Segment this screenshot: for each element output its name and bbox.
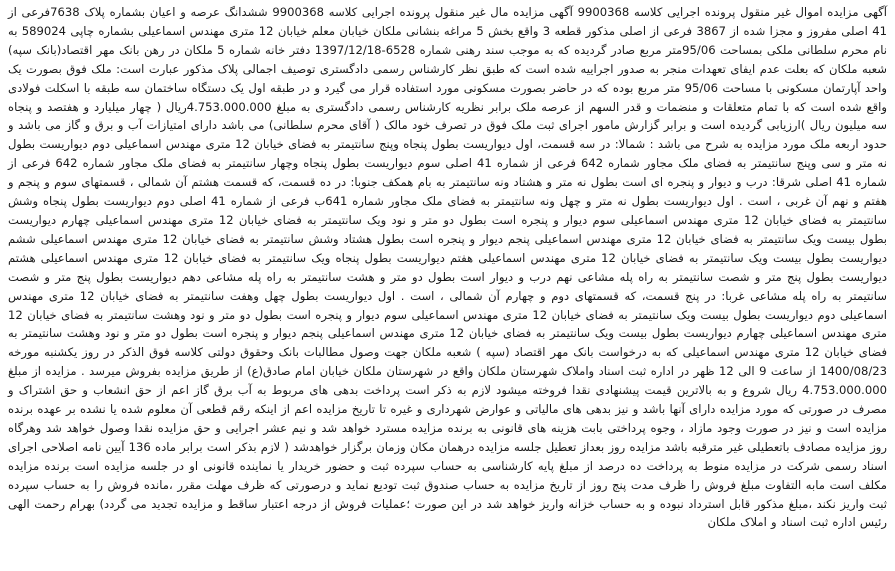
notice-body: آگهی مزایده اموال غیر منقول پرونده اجرایی کلاسه 9900368 آگهی مزایده مال غیر منقول پرونده اجرایی کلاسه 9900368 ششدانگ عرصه و اعیان بشماره پلاک 7638فرعی از 41 اصلی مفروز و مجزا شده از 3867 فرعی از اصلی مذکور قطعه 3 واقع بخش 5 مراغه بنشانی ملکان خیابان معلم خیابان 12 متری مهندس اسماعیلی بشماره چاپی 589024 به نام محرم سلطانی ملکی بمساحت 95/06متر مربع صادر گردیده که به موجب سند رهنی شماره 6528-1397/12/18 دفتر خانه شماره 5 ملکان در رهن بانک مهر اقتصاد(بانک سپه) شعبه ملکان که بعلت عدم ایفای تعهدات منجر به صدور اجراییه شده است که طبق نظر کارشناس رسمی دادگستری توصیف اجمالی پلاک مذکور عبارت است: ملک فوق بصورت یک واحد آپارتمان مسکونی با مساحت 95/06 متر مربع بوده که در حاضر بصورت مسکونی مورد استفاده قرار می گیرد و در طبقه اول یک دستگاه ساختمان سه طبقه با اسکلت فولادی واقع شده است که با تمام متعلقات و منضمات و قدر السهم از عرصه ملک برابر نظریه کارشناس رسمی دادگستری به مبلغ 4.753.000.000ریال ( چهار میلیارد و هفتصد و پنجاه سه میلیون ریال )ارزیابی گردیده است و برابر گزارش مامور اجرای ثبت ملک فوق در تصرف خود مالک ( آقای محرم سلطانی) می باشد دارای امتیازات آب و برق و گاز می باشد و حدود اربعه ملک مورد مزایده به شرح می باشد : شمالا: در سه قسمت، اول دیواریست بطول پنجاه وپنج سانتیمتر به فضای خیابان 12 متری مهندس اسماعیلی دوم دیواریست بطول نه متر و سی وپنج سانتیمتر به فضای ملک مجاور شماره 642 فرعی از شماره 41 اصلی سوم دیواریست بطول پنجاه وچهار سانتیمتر به فضای ملک مجاور شماره 642 فرعی از شماره 41 اصلی شرقا: درب و دیوار و پنجره ای است بطول نه متر و هشتاد ونه سانتیمتر به بام همکف جنوبا: در ده قسمت، که قسمت هشتم آن شمالی ، قسمتهای سوم و پنجم و هفتم و نهم آن غربی ، است . اول دیواریست بطول نه متر و چهل ونه سانتیمتر به فضای ملک مجاور شماره 641ب فرعی از شماره 41 اصلی دوم دیواریست بطول پنجاه وشش سانتیمتر به فضای خیابان 12 متری مهندس اسماعیلی سوم دیوار و پنجره است بطول دو متر و نود ویک سانتیمتر به فضای خیابان 12 متری مهندس اسماعیلی چهارم دیواریست بطول بیست ویک سانتیمتر به فضای خیابان 12 متری مهندس اسماعیلی پنجم دیوار و پنجره است بطول هشتاد وشش سانتیمتر به فضای خیابان 12 متری مهندس اسماعیلی ششم دیواریست بطول بیست ویک سانتیمتر به فضای خیابان 12 متری مهندس اسماعیلی هفتم دیواریست بطول پنجاه ویک سانتیمتر به فضای خیابان 12 متری مهندس اسماعیلی هشتم دیواریست بطول پنج متر و شصت سانتیمتر به راه پله مشاعی نهم درب و دیوار است بطول دو متر و هشت سانتیمتر به راه پله مشاعی دهم دیواریست بطول پنج متر و شصت سانتیمتر به راه پله مشاعی غربا: در پنج قسمت، که قسمتهای دوم و چهارم آن شمالی ، است . اول دیواریست بطول چهل وهفت سانتیمتر به فضای خیابان 12 متری مهندس اسماعیلی دوم دیواریست بطول بیست ویک سانتیمتر به فضای خیابان 12 متری مهندس اسماعیلی سوم دیوار و پنجره است بطول دو متر و نود وهشت سانتیمتر به فضای خیابان 12 متری مهندس اسماعیلی چهارم دیواریست بطول بیست ویک سانتیمتر به فضای خیابان 12 متری مهندس اسماعیلی پنجم دیوار و پنجره است بطول دو متر و نود وهشت سانتیمتر به فضای خیابان 12 متری مهندس اسماعیلی که به درخواست بانک مهر اقتصاد (سپه ) شعبه ملکان جهت وصول مطالبات بانک وحقوق دولتی کلاسه فوق الذکر در روز یکشنبه مورخه 1400/08/23 از ساعت 9 الی 12 ظهر در اداره ثبت اسناد واملاک شهرستان ملکان واقع در شهرستان ملکان خیابان امام صادق(ع) از طریق مزایده بفروش میرسد . مزایده از مبلغ 4.753.000.000 ریال شروع و به بالاترین قیمت پیشنهادی نقدا فروخته میشود لازم به ذکر است پرداخت بدهی های مربوط به آب برق گاز اعم از حق انشعاب و حق اشتراک و مصرف در صورتی که مورد مزایده دارای آنها باشد و نیز بدهی های مالیاتی و عوارض شهرداری و غیره تا تاریخ مزایده اعم از اینکه رقم قطعی آن معلوم شده یا نشده بر عهده برنده مزایده است و نیز در صورت وجود مازاد ، وجوه پرداختی بابت هزینه های قانونی به برنده مزایده مسترد خواهد شد و نیم عشر اجرایی و حق مزایده نقدا وصول خواهد شد وهرگاه روز مزایده مصادف باتعطیلی غیر مترقبه باشد مزایده روز بعداز تعطیل جلسه مزایده درهمان مکان وزمان برگزار خواهدشد ( لازم بذکر است برابر ماده 136 آیین نامه اصلاحی اجرای اسناد رسمی شرکت در مزایده منوط به پرداخت ده درصد از مبلغ پایه کارشناسی به حساب سپرده ثبت و حضور خریدار یا نماینده قانونی او در جلسه مزایده است برنده مزایده مکلف است مابه التفاوت مبلغ فروش را ظرف مدت پنج روز از تاریخ مزایده به حساب صندوق ثبت تودیع نماید و درصورتی که ظرف مهلت مقرر ،مانده فروش را به حساب سپرده ثبت واریز نکند ،مبلغ مذکور قابل استرداد نبوده و به حساب خزانه واریز خواهد شد در این صورت ؛عملیات فروش از درجه اعتبار ساقط و مزایده تجدید می گردد) بهرام رحمت الهی رئیس اداره ثبت اسناد و املاک ملکان [8, 5, 888, 530]
